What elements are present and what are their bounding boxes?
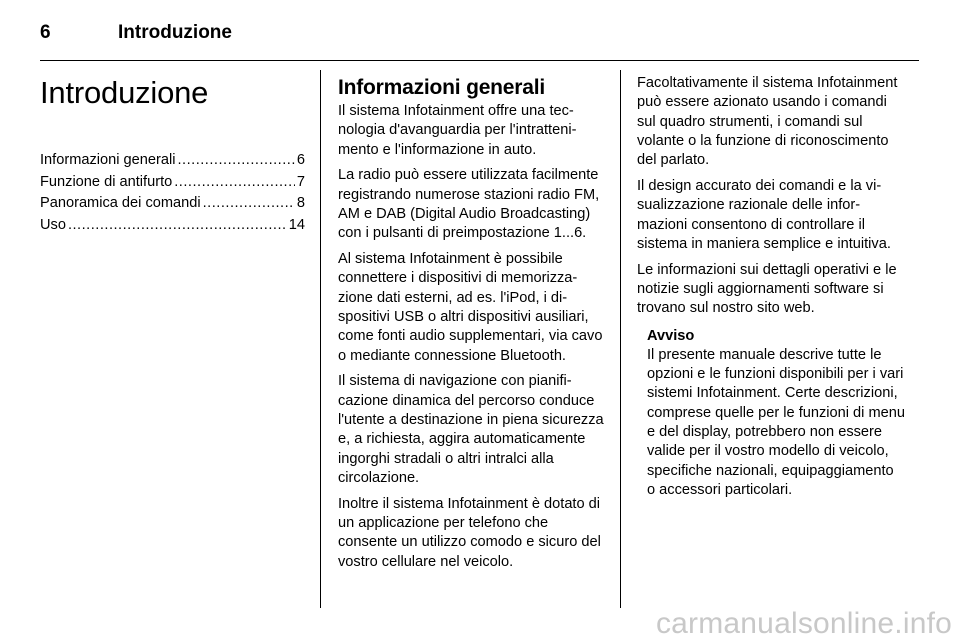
notice-title: Avviso <box>647 327 695 344</box>
site-watermark: carmanualsonline.info <box>655 607 952 640</box>
toc-leader-dots <box>203 193 295 215</box>
column-continued <box>637 74 905 500</box>
toc-item-funzione-di-antifurto[interactable] <box>40 172 305 194</box>
toc-leader-dots <box>177 150 294 172</box>
column-toc <box>40 74 305 236</box>
notice-box <box>647 327 905 501</box>
paragraph: Facoltativamente il sistema Infotainment può essere azionato usando i comandi sul quadro strumenti, i comandi sul volante o la funzione di riconoscimento del parlato. <box>637 75 898 169</box>
page-number: 6 <box>40 22 51 43</box>
table-of-contents <box>40 150 305 236</box>
chapter-title: Introduzione <box>40 75 209 110</box>
notice-body: Il presente manuale descrive tutte le opzioni e le funzioni disponibili per i vari sistemi Infotainment. Certe descrizioni, comprese quelle per le funzioni di menu e del display, potrebbero non essere valide per il vostro modello di veicolo, specifiche nazionali, equipaggiamento o accessori particolari. <box>647 346 905 498</box>
toc-item-label: Uso <box>40 216 66 233</box>
toc-leader-dots <box>174 172 295 194</box>
toc-item-page: 14 <box>288 216 305 233</box>
toc-item-label: Panoramica dei comandi <box>40 195 201 211</box>
column-informazioni-generali <box>338 74 606 578</box>
toc-item-page: 6 <box>296 152 305 168</box>
toc-item-panoramica-dei-comandi[interactable] <box>40 193 305 215</box>
toc-item-label: Funzione di antifurto <box>40 173 173 190</box>
paragraph: La radio può essere utilizzata facilmente registrando numerose stazioni radio FM, AM e DAB (Digital Audio Broadcasting) con i pulsanti di preimpostazione 1...6. <box>338 167 600 242</box>
paragraph: Il design accurato dei comandi e la visualizzazione razionale delle informazioni consentono di controllare il sistema in maniera semplice e intuitiva. <box>637 177 891 252</box>
section-title: Informazioni generali <box>338 76 545 99</box>
column-divider-right <box>620 70 621 608</box>
paragraph: Il sistema Infotainment offre una tecnologia d'avanguardia per l'intrattenimento e l'informazione in auto. <box>338 103 577 158</box>
paragraph: Inoltre il sistema Infotainment è dotato di un applicazione per telefono che consente un utilizzo comodo e sicuro del vostro cellulare nel veicolo. <box>338 495 601 570</box>
toc-item-uso[interactable] <box>40 215 305 237</box>
paragraph: Il sistema di navigazione con pianificazione dinamica del percorso conduce l'utente a destinazione in piena sicurezza e, a richiesta, aggira automaticamente ingorghi stradali o altri intralci alla circolazione. <box>338 373 604 486</box>
paragraph: Le informazioni sui dettagli operativi e le notizie sugli aggiornamenti software si trovano sul nostro sito web. <box>637 261 897 317</box>
running-title: Introduzione <box>118 22 232 43</box>
toc-item-page: 7 <box>296 173 305 190</box>
paragraph: Al sistema Infotainment è possibile connettere i dispositivi di memorizzazione dati esterni, ad es. l'iPod, i dispositivi USB o altri dispositivi ausiliari, come fonti audio supplementari, via cavo o mediante connessione Bluetooth. <box>338 251 603 364</box>
toc-leader-dots <box>68 215 287 237</box>
header-rule <box>40 60 919 61</box>
column-divider-left <box>320 70 321 608</box>
toc-item-label: Informazioni generali <box>40 152 176 168</box>
toc-item-informazioni-generali[interactable] <box>40 150 305 172</box>
toc-item-page: 8 <box>296 195 305 211</box>
